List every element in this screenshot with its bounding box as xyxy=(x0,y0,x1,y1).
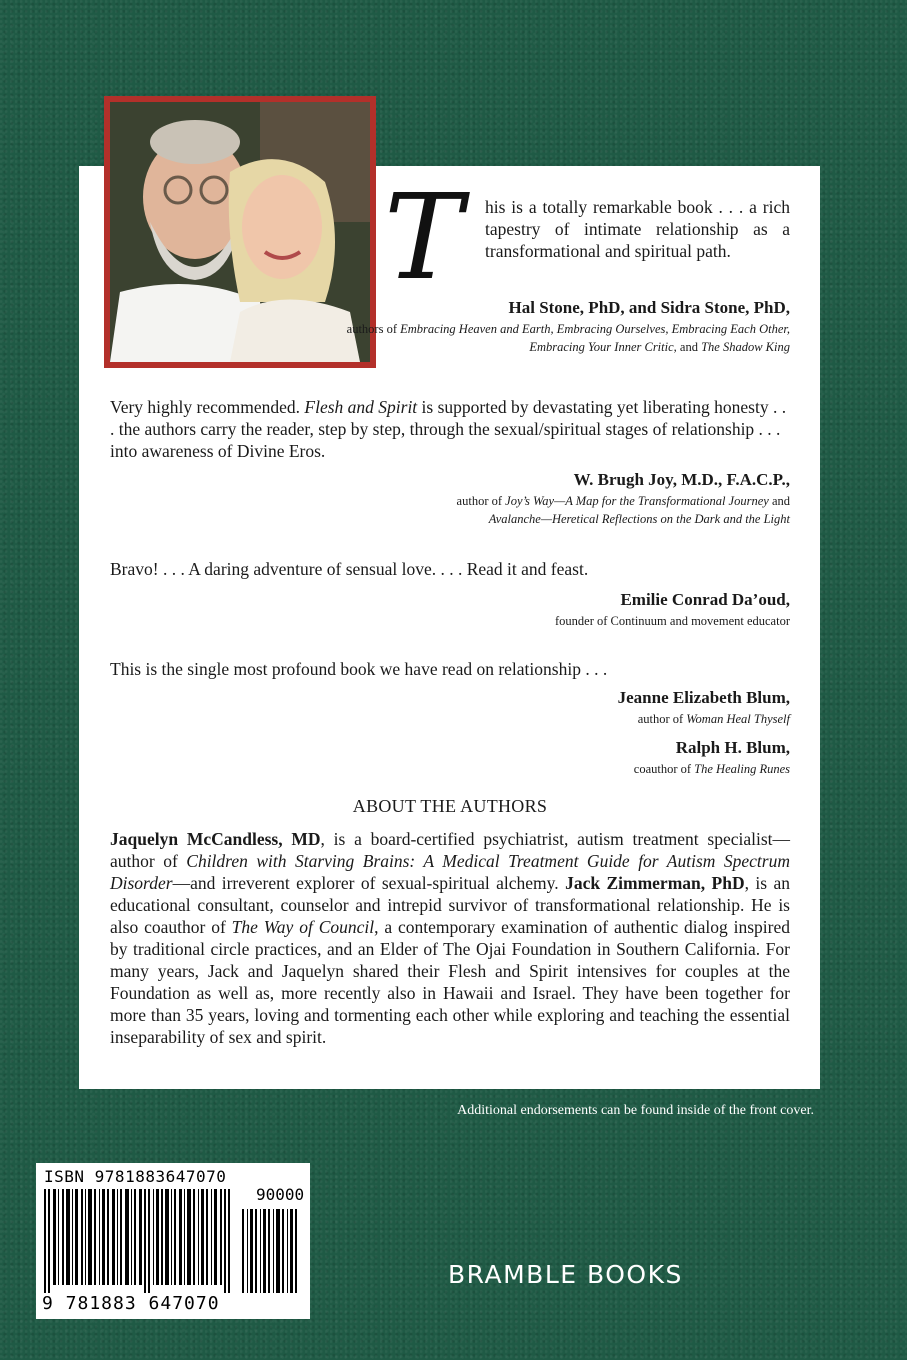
endorsement-4b-attribution xyxy=(390,738,790,778)
endorsement-2-text: Very highly recommended. Flesh and Spirit is supported by devastating yet liberating honesty . . . the authors carry the reader, step by step, through the sexual/spiritual stages of relationship . . . into awareness of Divine Eros. xyxy=(110,397,787,461)
endorsement-3-desc: founder of Continuum and movement educator xyxy=(554,614,790,628)
endorsement-4b-name: Ralph H. Blum, xyxy=(675,738,790,757)
endorsement-3-name: Emilie Conrad Da’oud, xyxy=(620,590,790,609)
endorsement-4a-attribution xyxy=(390,688,790,728)
barcode-bars xyxy=(44,1189,302,1293)
isbn-label: ISBN 9781883647070 xyxy=(44,1167,227,1186)
additional-endorsements-note: Additional endorsements can be found inside of the front cover. xyxy=(457,1103,814,1118)
endorsement-1-desc: authors of Embracing Heaven and Earth, Embracing Ourselves, Embracing Each Other, Embracing Your Inner Critic, and The Shadow King xyxy=(346,322,790,354)
drop-cap: T xyxy=(384,168,463,306)
endorsement-4b-desc: coauthor of The Healing Runes xyxy=(633,762,790,776)
ean-digits: 9 781883 647070 xyxy=(42,1293,220,1314)
endorsement-2-name: W. Brugh Joy, M.D., F.A.C.P., xyxy=(573,470,790,489)
endorsement-1-name: Hal Stone, PhD, and Sidra Stone, PhD, xyxy=(508,298,790,317)
price-code: 90000 xyxy=(256,1185,305,1204)
about-authors-body: Jaquelyn McCandless, MD, is a board-certified psychiatrist, autism treatment specialist—author of Children with Starving Brains: A Medical Treatment Guide for Autism Spectrum Disorder—and irreverent explorer of sexual-spiritual alchemy. Jack Zimmerman, PhD, is an educational consultant, counselor and intrepid survivor of transformational relationship. He is also coauthor of The Way of Council, a contemporary examination of authentic dialog inspired by traditional circle practices, and an Elder of The Ojai Foundation in Southern California. For many years, Jack and Jaquelyn shared their Flesh and Spirit intensives for couples at the Foundation as well as, more recently also in Hawaii and Israel. They have been together for more than 35 years, loving and tormenting each other while exploring and teaching the essential inseparability of sex and spirit. xyxy=(110,829,791,1047)
endorsement-1-text: his is a totally remarkable book . . . a rich tapestry of intimate relationship as a transformational and spiritual path. xyxy=(485,197,790,261)
endorsement-3-attribution xyxy=(390,590,790,630)
publisher-name: BRAMBLE BOOKS xyxy=(448,1260,683,1289)
endorsement-4a-name: Jeanne Elizabeth Blum, xyxy=(617,688,790,707)
endorsement-2-attribution xyxy=(350,470,790,528)
endorsement-3-text: Bravo! . . . A daring adventure of sensual love. . . . Read it and feast. xyxy=(110,559,589,579)
endorsement-4-text: This is the single most profound book we have read on relationship . . . xyxy=(110,659,608,679)
endorsement-2-desc: author of Joy’s Way—A Map for the Transformational Journey and Avalanche—Heretical Reflections on the Dark and the Light xyxy=(456,494,790,526)
endorsement-1-attribution xyxy=(310,298,790,356)
about-authors-heading: ABOUT THE AUTHORS xyxy=(352,796,548,816)
isbn-barcode xyxy=(36,1163,310,1319)
endorsement-4a-desc: author of Woman Heal Thyself xyxy=(637,712,790,726)
